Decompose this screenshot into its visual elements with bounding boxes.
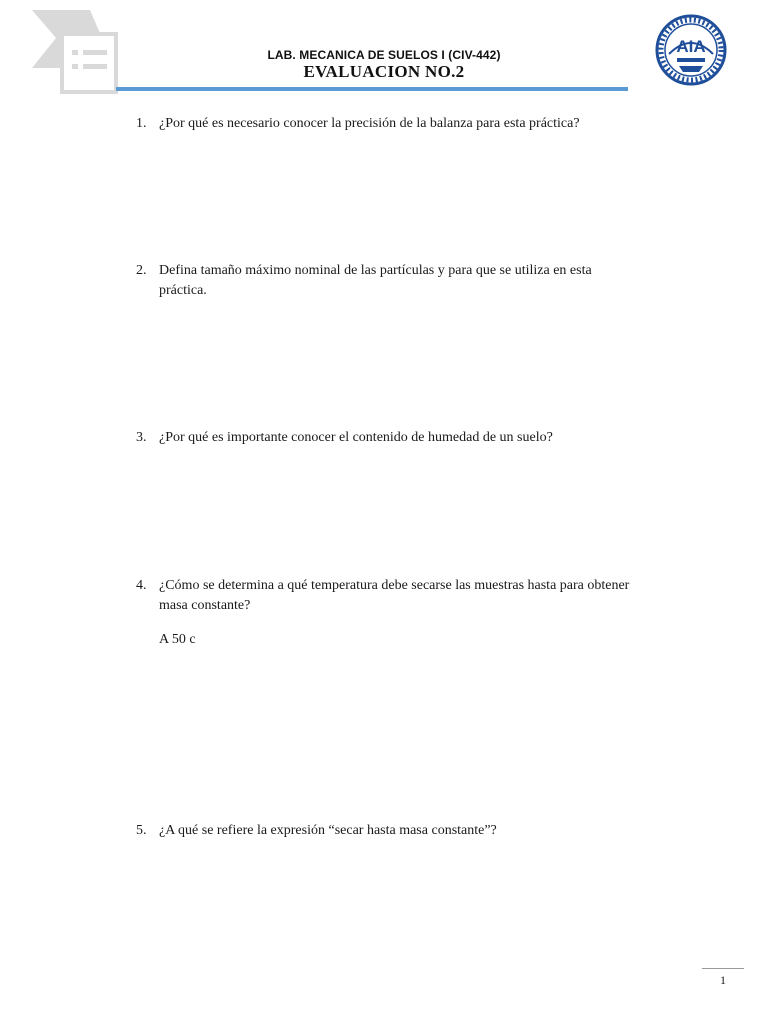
question-text: Defina tamaño máximo nominal de las partículas y para que se utiliza en esta práctica. — [159, 263, 592, 298]
evaluation-title: EVALUACION NO.2 — [303, 62, 465, 81]
lab-title: LAB. MECANICA DE SUELOS I (CIV-442) — [267, 48, 501, 62]
question-number: 4. — [136, 578, 147, 593]
header-divider — [116, 87, 628, 91]
question-5 — [136, 821, 636, 841]
question-text: ¿Cómo se determina a qué temperatura debe secarse las muestras hasta para obtener masa constante? — [159, 578, 630, 613]
document-list-icon — [32, 6, 118, 94]
page-header — [0, 0, 768, 100]
question-number: 5. — [136, 823, 147, 838]
question-4 — [136, 576, 636, 616]
question-text: ¿A qué se refiere la expresión “secar hasta masa constante”? — [159, 823, 497, 838]
seal-text: AIA — [676, 37, 706, 56]
question-2 — [136, 261, 636, 301]
footer-divider — [702, 968, 744, 969]
page-number: 1 — [720, 973, 726, 987]
question-text: ¿Por qué es importante conocer el contenido de humedad de un suelo? — [159, 430, 553, 445]
university-seal-icon — [655, 14, 727, 86]
question-number: 2. — [136, 263, 147, 278]
question-3 — [136, 428, 636, 448]
question-number: 1. — [136, 116, 147, 131]
question-text: ¿Por qué es necesario conocer la precisión de la balanza para esta práctica? — [159, 116, 580, 131]
question-1 — [136, 114, 636, 134]
question-number: 3. — [136, 430, 147, 445]
answer-4: A 50 c — [159, 632, 196, 647]
